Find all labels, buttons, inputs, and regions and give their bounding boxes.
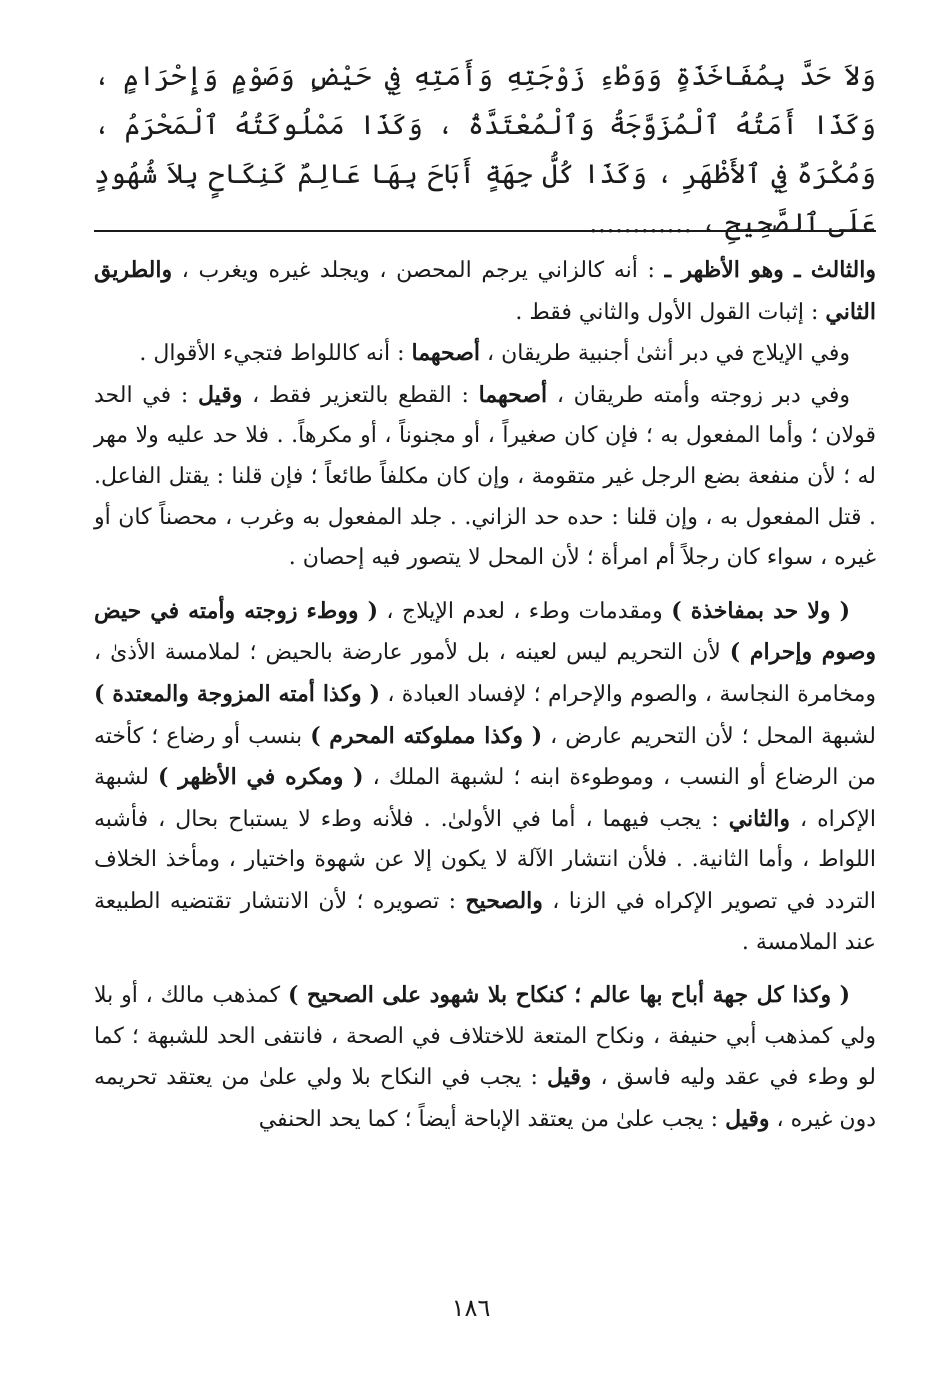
quoted-matn: ( وكذا كل جهة أباح بها عالم ؛ كنكاح بلا شهود على الصحيح ): [288, 982, 850, 1009]
bold-term: والثاني: [728, 805, 790, 832]
commentary-paragraph-2: [94, 333, 876, 375]
paragraph-text: بنسب أو رضاع ؛ كأخته من الرضاع أو النسب ، وموطوءة ابنه ؛ لشبهة الملك ،: [94, 723, 876, 791]
paragraph-text: : إثبات القول الأول والثاني فقط .: [515, 299, 826, 325]
bold-term: وقيل: [197, 381, 243, 408]
bold-term: وقيل: [725, 1105, 770, 1132]
commentary-block: [94, 250, 876, 1140]
paragraph-text: لشبهة المحل ؛ لأن التحريم عارض ،: [542, 723, 876, 749]
quoted-matn: ( وكذا أمته المزوجة والمعتدة ): [94, 680, 381, 707]
paragraph-text: ومقدمات وطء ، لعدم الإيلاج ،: [377, 598, 672, 624]
paragraph-text: كمذهب مالك ، أو بلا ولي كمذهب أبي حنيفة ، ونكاح المتعة للاختلاف في الصحة ، فانتفى الحد للشبهة ؛ كما لو وطء في عقد وليه فاسق ،: [94, 983, 876, 1091]
commentary-paragraph-1: [94, 250, 876, 333]
paragraph-text: وفي الإيلاج في دبر أنثىٰ أجنبية طريقان ،: [480, 341, 850, 367]
section-divider: [94, 230, 876, 232]
quoted-matn: ( ووطء زوجته وأمته في حيض وصوم وإحرام ): [94, 597, 877, 666]
commentary-paragraph-4: [94, 591, 876, 963]
quoted-matn: ( وكذا مملوكته المحرم ): [310, 722, 543, 749]
bold-term: أصحهما: [478, 381, 548, 408]
matn-text-block: [94, 52, 876, 248]
bold-term: والطريق الثاني: [94, 257, 876, 325]
paragraph-text: لأن التحريم ليس لعينه ، بل لأمور عارضة بالحيض ؛ لملامسة الأذىٰ ، ومخامرة النجاسة ، والصوم والإحرام ؛ لإفساد العبادة ،: [94, 640, 876, 707]
paragraph-text: لشبهة الإكراه ،: [94, 765, 876, 832]
quoted-matn: ( ومكره في الأظهر ): [158, 764, 364, 791]
paragraph-text: وفي دبر زوجته وأمته طريقان ،: [547, 382, 851, 408]
matn-continuation-dots: ............: [589, 208, 693, 239]
paragraph-text: : تصويره ؛ لأن الانتشار تقتضيه الطبيعة عند الملامسة .: [94, 888, 876, 955]
quoted-matn: ( ولا حد بمفاخذة ): [671, 597, 850, 624]
commentary-paragraph-3: [94, 375, 876, 579]
paragraph-text: : أنه كاللواط فتجيء الأقوال .: [139, 341, 412, 367]
paragraph-text: : يجب فيهما ، أما في الأولىٰ. . فلأنه وطء لا يستباح بحال ، فأشبه اللواط ، وأما الثانية. . فلأن انتشار الآلة لا يكون إلا عن شهوة واختيار ، ومأخذ الخلاف التردد في تصوير الإكراه في الزنا ،: [94, 806, 876, 914]
bold-term: وقيل: [546, 1064, 592, 1091]
paragraph-text: : يجب علىٰ من يعتقد الإباحة أيضاً ؛ كما يحد الحنفي: [258, 1106, 726, 1132]
matn-text: وَلاَ حَدَّ بِمُفَاخَذَةٍ وَوَطْءِ زَوْجَتِهِ وَأَمَتِهِ فِي حَيْضٍ وَصَوْمٍ وَإِحْرَامٍ ، وَكَذَا أَمَتُهُ ٱلْمُزَوَّجَةُ وَٱلْمُعْتَدَّةُ ، وَكَذَا مَمْلُوكَتُهُ ٱلْمَحْرَمُ ، وَمُكْرَهٌ فِي ٱلأَظْهَرِ ، وَكَذَا كُلُّ جِهَةٍ أَبَاحَ بِهَا عَالِمٌ كَنِكَاحٍ بِلاَ شُهُودٍ عَلَى ٱلصَّحِيحِ ،: [94, 61, 876, 239]
paragraph-text: : في الحد قولان ؛ وأما المفعول به ؛ فإن كان صغيراً ، أو مجنوناً ، أو مكرهاً. . فلا حد عليه ولا مهر له ؛ لأن منفعة بضع الرجل غير متقومة ، وإن كان مكلفاً طائعاً ؛ فإن قلنا : يقتل الفاعل. . قتل المفعول به ، وإن قلنا : حده حد الزاني. . جلد المفعول به وغرب ، محصناً كان أو غيره ، سواء كان رجلاً أم امرأة ؛ لأن المحل لا يتصور فيه إحصان .: [94, 382, 876, 571]
commentary-paragraph-5: [94, 975, 876, 1140]
page-number: ١٨٦: [451, 1294, 491, 1322]
bold-term: والصحيح: [465, 887, 543, 914]
bold-term: أصحهما: [411, 340, 481, 367]
bold-term: والثالث ـ وهو الأظهر ـ: [664, 257, 876, 283]
paragraph-text: : القطع بالتعزير فقط ،: [242, 382, 479, 408]
paragraph-text: : أنه كالزاني يرجم المحصن ، ويجلد غيره ويغرب ،: [172, 258, 665, 283]
paragraph-text: : يجب في النكاح بلا ولي علىٰ من يعتقد تحريمه دون غيره ،: [94, 1065, 876, 1132]
